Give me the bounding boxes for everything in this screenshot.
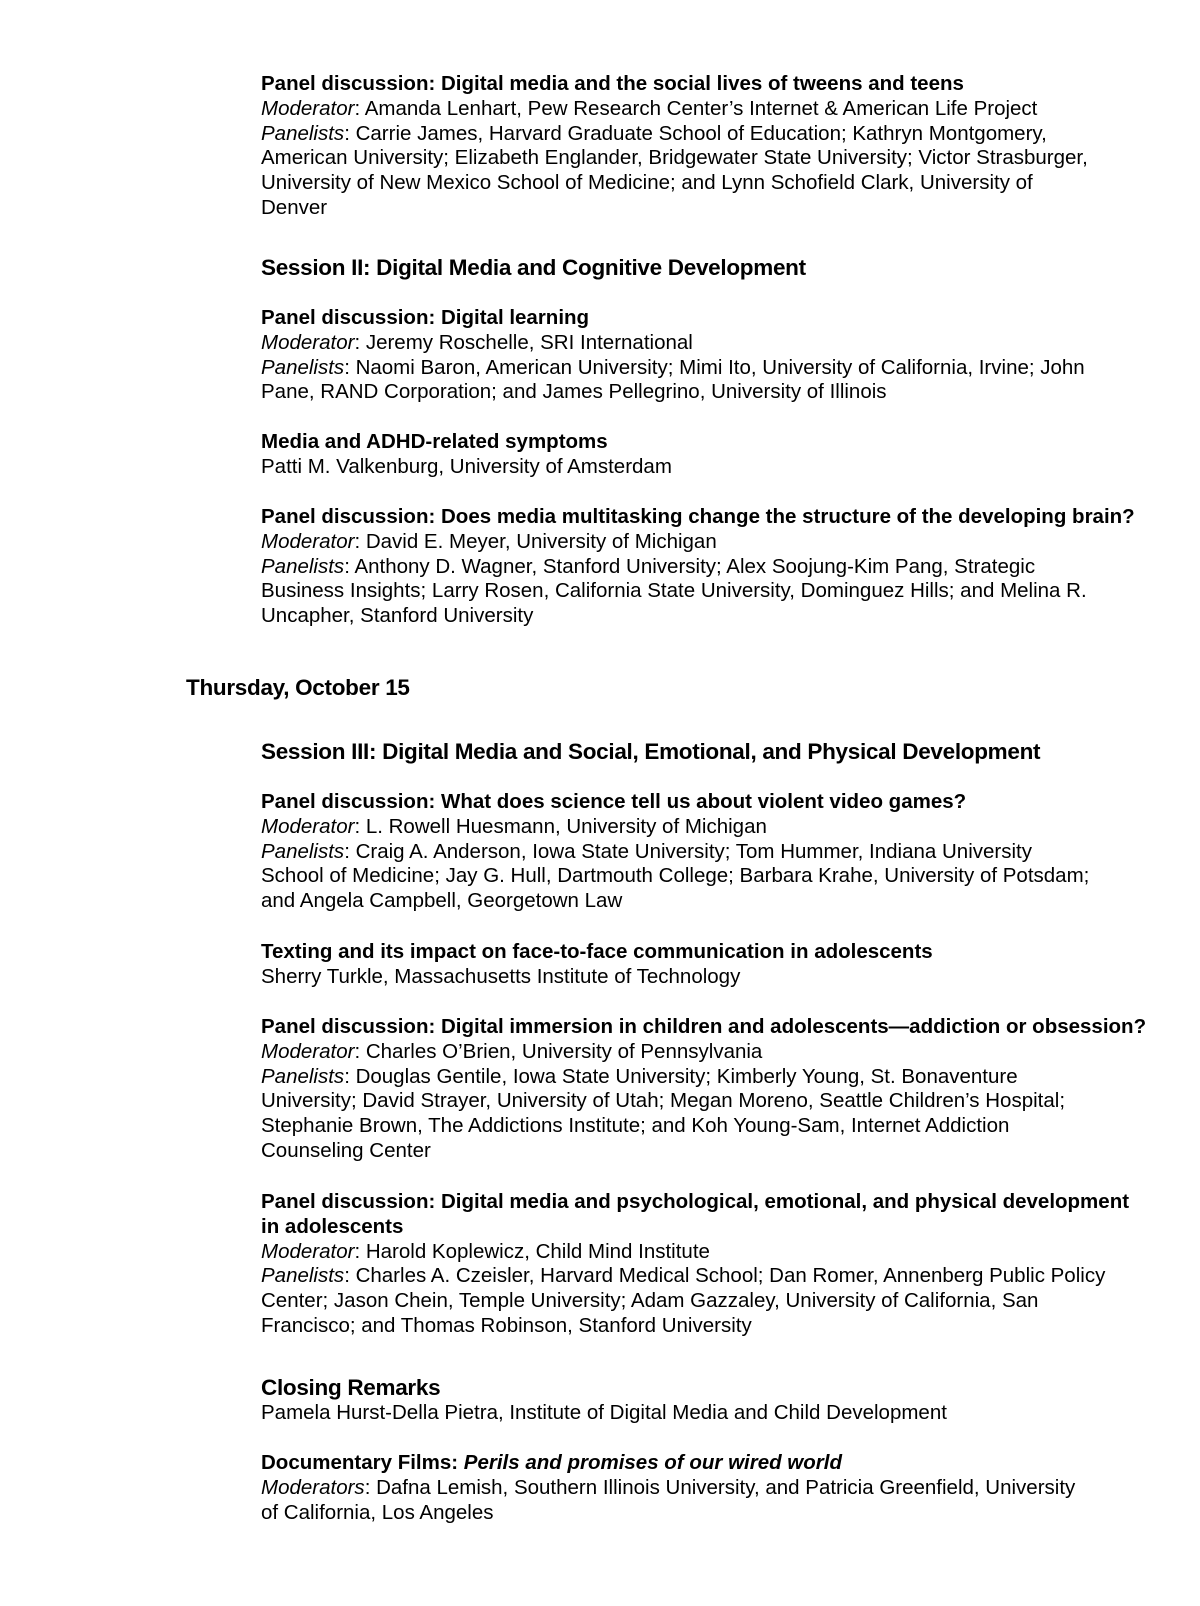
moderator-label: Moderator <box>261 330 355 354</box>
panelists-label: Panelists <box>261 1064 345 1088</box>
speaker-text: Sherry Turkle, Massachusetts Institute of Technology <box>261 964 741 988</box>
moderators-line <box>261 1476 1161 1501</box>
documentary-films <box>261 1451 1161 1525</box>
panelists-text: : Carrie James, Harvard Graduate School of Education; Kathryn Montgomery, <box>344 121 1047 145</box>
moderators-text: of California, Los Angeles <box>261 1500 494 1524</box>
moderator-text: : L. Rowell Huesmann, University of Michigan <box>354 814 767 838</box>
panel-social-lives <box>261 72 1161 221</box>
panel-digital-learning <box>261 306 1161 405</box>
panelists-text: University of New Mexico School of Medicine; and Lynn Schofield Clark, University of <box>261 171 1033 195</box>
closing-speaker <box>261 1401 1161 1426</box>
talk-texting <box>261 940 1161 990</box>
panelists-text: University; David Strayer, University of Utah; Megan Moreno, Seattle Children’s Hospital; <box>261 1089 1066 1113</box>
speaker-text: Pamela Hurst-Della Pietra, Institute of Digital Media and Child Development <box>261 1401 947 1424</box>
panel-title: Panel discussion: Digital immersion in children and adolescents—addiction or obsession? <box>261 1015 1147 1038</box>
films-title-prefix: Documentary Films: <box>261 1451 464 1474</box>
panelists-text: : Charles A. Czeisler, Harvard Medical School; Dan Romer, Annenberg Public Policy <box>344 1264 1106 1288</box>
panelists-text: Denver <box>261 195 328 219</box>
panelists-text: and Angela Campbell, Georgetown Law <box>261 889 623 913</box>
panelists-label: Panelists <box>261 1264 345 1288</box>
panel-title: Panel discussion: Digital media and psychological, emotional, and physical development <box>261 1190 1130 1213</box>
moderator-line <box>261 331 1161 356</box>
panelists-text: American University; Elizabeth Englander, Bridgewater State University; Victor Strasburger, <box>261 146 1088 170</box>
panelists-text: Center; Jason Chein, Temple University; Adam Gazzaley, University of California, San <box>261 1289 1039 1313</box>
panel-digital-immersion <box>261 1015 1161 1164</box>
talk-title: Media and ADHD-related symptoms <box>261 430 608 453</box>
panelists-text: Counseling Center <box>261 1138 431 1162</box>
speaker-text: Patti M. Valkenburg, University of Amsterdam <box>261 454 672 478</box>
panelists-line <box>261 840 1161 865</box>
films-title: Perils and promises of our wired world <box>463 1451 842 1474</box>
session-ii-heading: Session II: Digital Media and Cognitive Development <box>261 255 806 280</box>
panelists-text: : Craig A. Anderson, Iowa State University; Tom Hummer, Indiana University <box>344 839 1032 863</box>
panelists-line <box>261 356 1161 381</box>
panelists-text: Stephanie Brown, The Addictions Institute; and Koh Young-Sam, Internet Addiction <box>261 1114 1010 1138</box>
moderator-text: : Amanda Lenhart, Pew Research Center’s Internet & American Life Project <box>354 96 1038 120</box>
moderator-label: Moderator <box>261 529 355 553</box>
moderator-text: : Harold Koplewicz, Child Mind Institute <box>354 1239 710 1263</box>
moderator-line <box>261 1040 1161 1065</box>
panelists-text: Uncapher, Stanford University <box>261 604 534 628</box>
moderators-text: : Dafna Lemish, Southern Illinois University, and Patricia Greenfield, University <box>364 1475 1076 1499</box>
panelists-label: Panelists <box>261 121 345 145</box>
moderator-text: : Charles O’Brien, University of Pennsylvania <box>354 1039 763 1063</box>
films-title-line <box>261 1451 1161 1476</box>
moderator-line <box>261 815 1161 840</box>
moderator-text: : Jeremy Roschelle, SRI International <box>354 330 693 354</box>
moderator-label: Moderator <box>261 814 355 838</box>
panel-violent-games <box>261 790 1161 914</box>
panelists-line <box>261 122 1161 147</box>
panelists-line <box>261 1264 1161 1289</box>
panelists-line <box>261 555 1161 580</box>
panelists-text: Pane, RAND Corporation; and James Pellegrino, University of Illinois <box>261 380 887 404</box>
moderator-line <box>261 97 1161 122</box>
panelists-text: School of Medicine; Jay G. Hull, Dartmouth College; Barbara Krahe, University of Potsdam; <box>261 864 1090 888</box>
panel-title: Panel discussion: Digital media and the social lives of tweens and teens <box>261 72 964 95</box>
moderator-text: : David E. Meyer, University of Michigan <box>354 529 717 553</box>
moderator-label: Moderator <box>261 96 355 120</box>
panel-title: Panel discussion: Does media multitasking change the structure of the developing brain? <box>261 505 1135 528</box>
moderators-label: Moderators <box>261 1475 365 1499</box>
panel-title: in adolescents <box>261 1214 404 1238</box>
panelists-text: Francisco; and Thomas Robinson, Stanford University <box>261 1313 752 1337</box>
day-heading: Thursday, October 15 <box>186 675 410 700</box>
moderator-line <box>261 1240 1161 1265</box>
session-iii-heading: Session III: Digital Media and Social, Emotional, and Physical Development <box>261 739 1041 764</box>
panelists-text: : Naomi Baron, American University; Mimi Ito, University of California, Irvine; John <box>344 355 1085 379</box>
talk-adhd <box>261 430 1161 480</box>
moderator-label: Moderator <box>261 1039 355 1063</box>
panelists-label: Panelists <box>261 839 345 863</box>
panelists-label: Panelists <box>261 355 345 379</box>
panelists-text: : Anthony D. Wagner, Stanford University; Alex Soojung-Kim Pang, Strategic <box>344 554 1036 578</box>
panelists-line <box>261 1065 1161 1090</box>
closing-heading: Closing Remarks <box>261 1375 441 1400</box>
panelists-label: Panelists <box>261 554 345 578</box>
panel-psych-development <box>261 1190 1161 1339</box>
moderator-label: Moderator <box>261 1239 355 1263</box>
moderator-line <box>261 530 1161 555</box>
panel-multitasking <box>261 505 1161 629</box>
talk-title: Texting and its impact on face-to-face communication in adolescents <box>261 940 933 963</box>
panelists-text: Business Insights; Larry Rosen, California State University, Dominguez Hills; and Melina R. <box>261 579 1087 603</box>
panelists-text: : Douglas Gentile, Iowa State University; Kimberly Young, St. Bonaventure <box>344 1064 1018 1088</box>
panel-title: Panel discussion: What does science tell us about violent video games? <box>261 790 967 813</box>
panel-title: Panel discussion: Digital learning <box>261 306 590 329</box>
